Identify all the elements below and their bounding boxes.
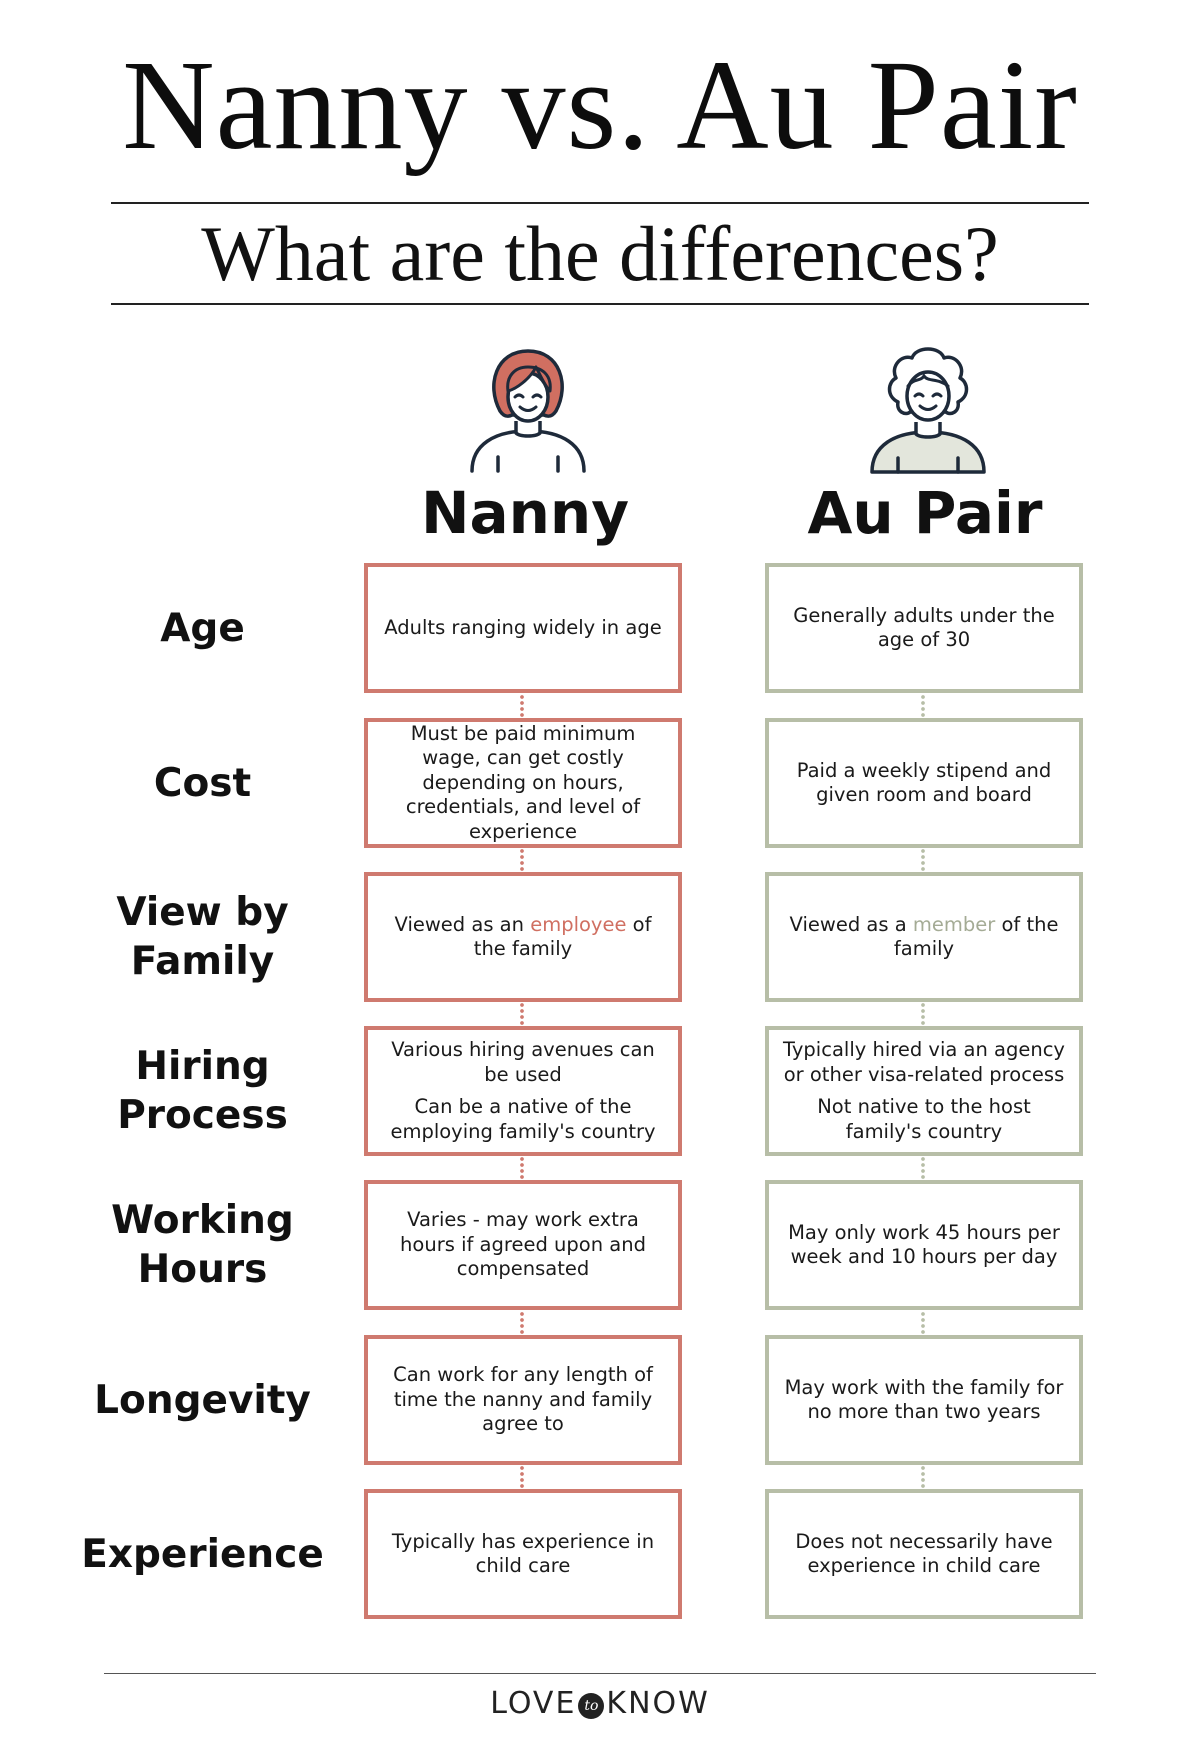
row-label-age: Age: [160, 605, 245, 651]
row-label-working-hours: Working Hours: [111, 1198, 294, 1292]
brand-to-badge: to: [578, 1693, 604, 1719]
au-pair-hiring-line2: Not native to the host family's country: [817, 1095, 1031, 1143]
title-divider-bottom: [111, 303, 1089, 305]
brand-know: KNOW: [606, 1686, 710, 1721]
title-divider-top: [111, 202, 1089, 204]
nanny-connector: [520, 1465, 524, 1489]
au-pair-hiring-cell: [765, 1026, 1083, 1156]
nanny-experience-cell: [364, 1489, 682, 1619]
nanny-view-cell: [364, 872, 682, 1002]
au-pair-hours-cell: [765, 1180, 1083, 1310]
nanny-hours-text: Varies - may work extra hours if agreed upon and compensated: [400, 1208, 646, 1281]
nanny-column-heading: Nanny: [420, 479, 630, 547]
nanny-connector: [520, 1156, 524, 1180]
nanny-cost-text: Must be paid minimum wage, can get costly depending on hours, credentials, and level of experience: [405, 721, 641, 843]
au-pair-view-text: [781, 913, 1067, 962]
nanny-hiring-line1: Various hiring avenues can be used: [391, 1038, 655, 1086]
au-pair-view-pre: Viewed as a: [789, 912, 907, 936]
brand-logo[interactable]: [0, 1686, 1200, 1721]
row-label-hiring-process: Hiring Process: [117, 1044, 288, 1138]
nanny-cost-cell: [364, 718, 682, 848]
nanny-hiring-line2: Can be a native of the employing family's country: [390, 1095, 656, 1143]
au-pair-experience-text: Does not necessarily have experience in child care: [795, 1529, 1053, 1577]
au-pair-connector: [921, 694, 925, 718]
au-pair-connector: [921, 1002, 925, 1026]
nanny-hours-cell: [364, 1180, 682, 1310]
au-pair-age-text: Generally adults under the age of 30: [793, 603, 1055, 651]
page-title: Nanny vs. Au Pair: [122, 34, 1078, 176]
au-pair-connector: [921, 1311, 925, 1335]
nanny-experience-text: Typically has experience in child care: [391, 1529, 655, 1577]
nanny-age-text: Adults ranging widely in age: [384, 615, 662, 639]
au-pair-view-highlight: member: [912, 912, 996, 936]
nanny-longevity-cell: [364, 1335, 682, 1465]
au-pair-hours-text: May only work 45 hours per week and 10 hours per day: [788, 1220, 1060, 1268]
au-pair-hiring-line1: Typically hired via an agency or other visa-related process: [783, 1038, 1065, 1086]
row-label-cost: Cost: [153, 760, 252, 806]
nanny-view-text: [380, 913, 666, 962]
nanny-age-cell: [364, 563, 682, 693]
au-pair-age-cell: [765, 563, 1083, 693]
nanny-avatar-icon: [468, 345, 588, 475]
nanny-connector: [520, 1002, 524, 1026]
page-subtitle: What are the differences?: [201, 210, 999, 297]
au-pair-view-cell: [765, 872, 1083, 1002]
brand-love: LOVE: [490, 1686, 577, 1721]
row-label-longevity: Longevity: [94, 1377, 311, 1423]
nanny-connector: [520, 848, 524, 872]
nanny-view-pre: Viewed as an: [394, 912, 524, 936]
nanny-view-highlight: employee: [530, 912, 627, 936]
row-label-experience: Experience: [81, 1531, 324, 1577]
au-pair-cost-cell: [765, 718, 1083, 848]
footer-divider: [104, 1673, 1096, 1674]
au-pair-column-heading: Au Pair: [807, 479, 1043, 547]
nanny-connector: [520, 694, 524, 718]
nanny-hiring-cell: [364, 1026, 682, 1156]
au-pair-connector: [921, 1465, 925, 1489]
row-label-view-by-family: View by Family: [116, 890, 289, 984]
au-pair-avatar-icon: [868, 342, 988, 475]
nanny-connector: [520, 1311, 524, 1335]
nanny-longevity-text: Can work for any length of time the nanny and family agree to: [393, 1363, 653, 1436]
au-pair-connector: [921, 1156, 925, 1180]
au-pair-view-post: of the family: [893, 912, 1059, 960]
au-pair-cost-text: Paid a weekly stipend and given room and board: [796, 758, 1052, 806]
au-pair-connector: [921, 848, 925, 872]
au-pair-experience-cell: [765, 1489, 1083, 1619]
au-pair-longevity-cell: [765, 1335, 1083, 1465]
au-pair-longevity-text: May work with the family for no more than two years: [784, 1375, 1064, 1423]
nanny-view-post: of the family: [473, 912, 652, 960]
